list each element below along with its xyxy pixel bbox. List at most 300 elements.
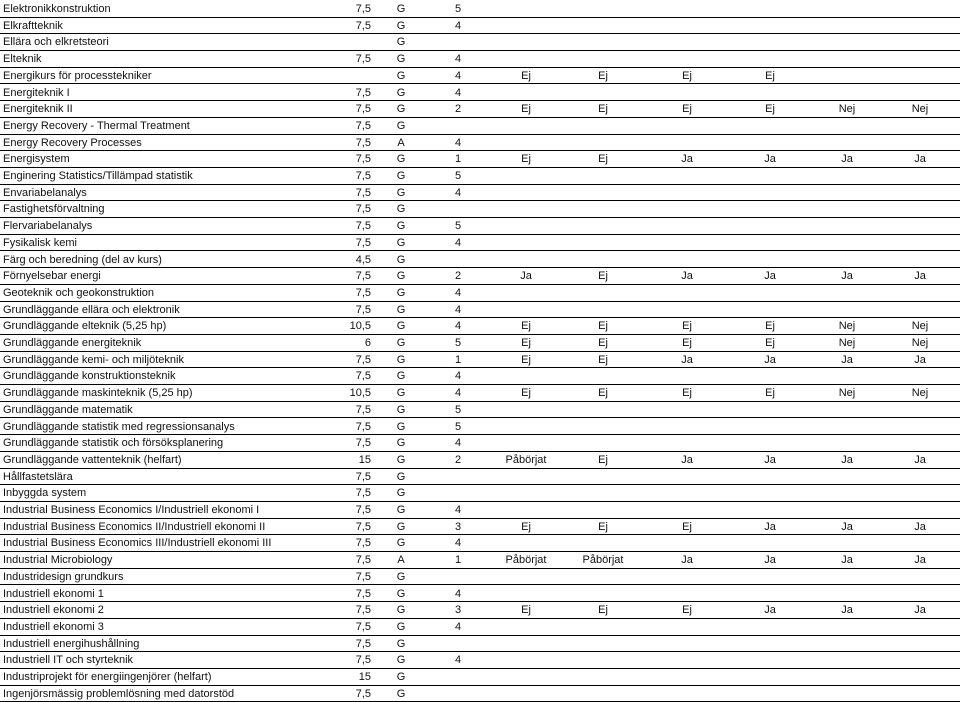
criteria-cell-2 bbox=[573, 535, 633, 551]
criteria-cell-4 bbox=[740, 636, 800, 652]
level-cell: 4 bbox=[454, 19, 462, 32]
criteria-cell-3 bbox=[657, 586, 717, 602]
course-name-cell: Energiteknik II bbox=[3, 103, 73, 116]
criteria-cell-3 bbox=[657, 669, 717, 685]
criteria-cell-4: Ja bbox=[764, 453, 776, 466]
grade-scale-cell: G bbox=[396, 437, 406, 450]
criteria-cell-1 bbox=[496, 185, 556, 201]
grade-scale-cell: G bbox=[396, 186, 406, 199]
criteria-cell-2 bbox=[573, 302, 633, 318]
credits-cell: 7,5 bbox=[355, 403, 371, 416]
criteria-cell-5 bbox=[817, 252, 877, 268]
course-name-cell: Industrial Business Economics II/Industriell ekonomi II bbox=[3, 520, 266, 533]
criteria-cell-5 bbox=[817, 469, 877, 485]
criteria-cell-5 bbox=[817, 185, 877, 201]
criteria-cell-2: Ej bbox=[598, 337, 608, 349]
criteria-cell-6 bbox=[890, 502, 950, 518]
grade-scale-cell: G bbox=[396, 220, 406, 233]
criteria-cell-1: Ej bbox=[521, 153, 531, 166]
level-cell: 2 bbox=[454, 453, 462, 466]
criteria-cell-1 bbox=[496, 218, 556, 234]
credits-cell: 7,5 bbox=[355, 19, 371, 32]
criteria-cell-5: Ja bbox=[841, 453, 853, 466]
credits-cell: 7,5 bbox=[355, 270, 371, 283]
criteria-cell-4 bbox=[740, 619, 800, 635]
level-cell: 4 bbox=[454, 53, 462, 66]
criteria-cell-5 bbox=[817, 569, 877, 585]
criteria-cell-2 bbox=[573, 1, 633, 17]
criteria-cell-2 bbox=[573, 118, 633, 134]
criteria-cell-5 bbox=[817, 1, 877, 17]
criteria-cell-4 bbox=[740, 185, 800, 201]
criteria-cell-1 bbox=[496, 235, 556, 251]
grade-scale-cell: G bbox=[396, 303, 406, 316]
criteria-cell-5: Nej bbox=[838, 320, 856, 333]
course-name-cell: Industriell ekonomi 1 bbox=[3, 587, 104, 600]
criteria-cell-3 bbox=[657, 1, 717, 17]
criteria-cell-1 bbox=[496, 402, 556, 418]
credits-cell: 10,5 bbox=[349, 387, 371, 400]
criteria-cell-2 bbox=[573, 502, 633, 518]
criteria-cell-2 bbox=[573, 252, 633, 268]
criteria-cell-6 bbox=[890, 235, 950, 251]
table-row bbox=[0, 185, 960, 202]
criteria-cell-5: Ja bbox=[841, 270, 853, 283]
criteria-cell-3 bbox=[657, 686, 717, 702]
grade-scale-cell: G bbox=[396, 604, 406, 617]
credits-cell: 7,5 bbox=[355, 136, 371, 149]
grade-scale-cell: G bbox=[396, 403, 406, 416]
criteria-cell-5 bbox=[817, 686, 877, 702]
criteria-cell-5 bbox=[817, 619, 877, 635]
course-name-cell: Förnyelsebar energi bbox=[3, 270, 101, 283]
level-cell bbox=[450, 669, 466, 685]
level-cell: 1 bbox=[454, 353, 462, 366]
criteria-cell-6: Ja bbox=[914, 453, 926, 466]
criteria-cell-3 bbox=[657, 636, 717, 652]
grade-scale-cell: G bbox=[396, 36, 406, 49]
criteria-cell-2 bbox=[573, 686, 633, 702]
criteria-cell-5: Ja bbox=[841, 554, 853, 567]
grade-scale-cell: G bbox=[396, 504, 406, 516]
criteria-cell-4 bbox=[740, 235, 800, 251]
criteria-cell-1 bbox=[496, 619, 556, 635]
criteria-cell-4 bbox=[740, 18, 800, 34]
course-name-cell: Energikurs för processtekniker bbox=[3, 69, 152, 82]
criteria-cell-1: Ja bbox=[520, 270, 532, 283]
criteria-cell-6 bbox=[890, 652, 950, 668]
criteria-cell-3: Ja bbox=[681, 453, 693, 466]
level-cell: 1 bbox=[454, 554, 462, 567]
criteria-cell-5 bbox=[817, 85, 877, 101]
criteria-cell-4: Ej bbox=[765, 320, 775, 333]
course-name-cell: Grundläggande energiteknik bbox=[3, 337, 142, 349]
criteria-cell-6 bbox=[890, 368, 950, 384]
criteria-cell-6 bbox=[890, 402, 950, 418]
criteria-cell-2: Ej bbox=[598, 387, 608, 400]
table-row bbox=[0, 68, 960, 85]
criteria-cell-2: Ej bbox=[598, 103, 608, 116]
criteria-cell-4 bbox=[740, 419, 800, 435]
table-row bbox=[0, 18, 960, 35]
criteria-cell-3: Ej bbox=[682, 320, 692, 333]
level-cell: 4 bbox=[454, 654, 462, 667]
criteria-cell-5: Ja bbox=[841, 353, 853, 366]
criteria-cell-4 bbox=[740, 485, 800, 501]
criteria-cell-3 bbox=[657, 302, 717, 318]
criteria-cell-1 bbox=[496, 252, 556, 268]
criteria-cell-6 bbox=[890, 419, 950, 435]
grade-scale-cell: G bbox=[396, 3, 406, 15]
criteria-cell-2: Ej bbox=[598, 69, 608, 82]
criteria-cell-1: Ej bbox=[521, 520, 531, 533]
criteria-cell-4 bbox=[740, 502, 800, 518]
credits-cell: 7,5 bbox=[355, 420, 371, 433]
level-cell: 1 bbox=[454, 153, 462, 166]
credits-cell: 7,5 bbox=[355, 554, 371, 567]
credits-cell: 7,5 bbox=[355, 487, 371, 500]
grade-scale-cell: G bbox=[396, 620, 406, 633]
credits-cell: 7,5 bbox=[355, 203, 371, 216]
grade-scale-cell: G bbox=[396, 270, 406, 283]
criteria-cell-2 bbox=[573, 185, 633, 201]
criteria-cell-6: Ja bbox=[914, 353, 926, 366]
level-cell: 4 bbox=[454, 370, 462, 383]
criteria-cell-4 bbox=[740, 368, 800, 384]
table-row bbox=[0, 118, 960, 135]
criteria-cell-2: Ej bbox=[598, 320, 608, 333]
level-cell bbox=[450, 201, 466, 217]
criteria-cell-2 bbox=[573, 235, 633, 251]
level-cell: 4 bbox=[454, 437, 462, 450]
criteria-cell-4 bbox=[740, 118, 800, 134]
credits-cell: 15 bbox=[358, 671, 371, 683]
table-row bbox=[0, 101, 960, 118]
level-cell bbox=[450, 34, 466, 50]
criteria-cell-1 bbox=[496, 135, 556, 151]
criteria-cell-5 bbox=[817, 235, 877, 251]
criteria-cell-2: Ej bbox=[598, 353, 608, 366]
criteria-cell-1 bbox=[496, 535, 556, 551]
criteria-cell-5 bbox=[817, 302, 877, 318]
criteria-cell-1 bbox=[496, 368, 556, 384]
criteria-cell-1 bbox=[496, 586, 556, 602]
criteria-cell-2 bbox=[573, 485, 633, 501]
criteria-cell-6 bbox=[890, 619, 950, 635]
criteria-cell-1 bbox=[496, 168, 556, 184]
table-row bbox=[0, 352, 960, 369]
credits-cell: 7,5 bbox=[355, 3, 371, 15]
criteria-cell-2: Påbörjat bbox=[582, 554, 624, 567]
criteria-cell-4: Ej bbox=[765, 103, 775, 116]
course-name-cell: Ellära och elkretsteori bbox=[3, 36, 109, 49]
criteria-cell-1 bbox=[496, 34, 556, 50]
criteria-cell-2 bbox=[573, 51, 633, 67]
criteria-cell-4 bbox=[740, 252, 800, 268]
criteria-cell-6 bbox=[890, 34, 950, 50]
level-cell: 4 bbox=[454, 136, 462, 149]
criteria-cell-3 bbox=[657, 502, 717, 518]
criteria-cell-6: Ja bbox=[914, 270, 926, 283]
criteria-cell-1 bbox=[496, 485, 556, 501]
criteria-cell-4: Ja bbox=[764, 604, 776, 617]
criteria-cell-3: Ej bbox=[682, 604, 692, 617]
level-cell: 5 bbox=[454, 170, 462, 182]
credits-cell: 7,5 bbox=[355, 53, 371, 66]
criteria-cell-5 bbox=[817, 51, 877, 67]
criteria-cell-5 bbox=[817, 652, 877, 668]
credits-cell: 7,5 bbox=[355, 504, 371, 516]
table-row bbox=[0, 268, 960, 285]
criteria-cell-4 bbox=[740, 218, 800, 234]
course-name-cell: Industrial Business Economics III/Industriell ekonomi III bbox=[3, 537, 272, 550]
criteria-cell-3 bbox=[657, 34, 717, 50]
criteria-cell-6: Nej bbox=[911, 337, 929, 349]
credits-cell: 7,5 bbox=[355, 286, 371, 299]
table-row bbox=[0, 385, 960, 402]
criteria-cell-2 bbox=[573, 435, 633, 451]
level-cell: 4 bbox=[454, 320, 462, 333]
course-name-cell: Envariabelanalys bbox=[3, 186, 87, 199]
criteria-cell-2 bbox=[573, 669, 633, 685]
criteria-cell-4: Ja bbox=[764, 270, 776, 283]
criteria-cell-3: Ej bbox=[682, 103, 692, 116]
criteria-cell-6 bbox=[890, 1, 950, 17]
criteria-cell-4: Ja bbox=[764, 554, 776, 567]
credits-cell: 7,5 bbox=[355, 637, 371, 650]
table-row bbox=[0, 402, 960, 419]
grade-scale-cell: G bbox=[396, 420, 406, 433]
course-name-cell: Grundläggande maskinteknik (5,25 hp) bbox=[3, 387, 193, 400]
level-cell: 4 bbox=[454, 186, 462, 199]
criteria-cell-6 bbox=[890, 218, 950, 234]
criteria-cell-2 bbox=[573, 85, 633, 101]
table-row bbox=[0, 285, 960, 302]
criteria-cell-2 bbox=[573, 18, 633, 34]
grade-scale-cell: G bbox=[396, 337, 406, 349]
criteria-cell-6 bbox=[890, 485, 950, 501]
criteria-cell-2 bbox=[573, 469, 633, 485]
criteria-cell-6 bbox=[890, 302, 950, 318]
criteria-cell-2: Ej bbox=[598, 270, 608, 283]
grade-scale-cell: G bbox=[396, 119, 406, 132]
criteria-cell-1 bbox=[496, 85, 556, 101]
criteria-cell-6: Ja bbox=[914, 520, 926, 533]
criteria-cell-2 bbox=[573, 201, 633, 217]
level-cell: 4 bbox=[454, 286, 462, 299]
course-name-cell: Fastighetsförvaltning bbox=[3, 203, 105, 216]
course-name-cell: Fysikalisk kemi bbox=[3, 236, 77, 249]
credits-cell: 7,5 bbox=[355, 604, 371, 617]
criteria-cell-4 bbox=[740, 402, 800, 418]
course-name-cell: Industriell IT och styrteknik bbox=[3, 654, 134, 667]
criteria-cell-5: Nej bbox=[838, 387, 856, 400]
criteria-cell-3 bbox=[657, 85, 717, 101]
table-row bbox=[0, 636, 960, 653]
criteria-cell-5 bbox=[817, 218, 877, 234]
course-name-cell: Energy Recovery - Thermal Treatment bbox=[3, 119, 190, 132]
credits-cell: 10,5 bbox=[349, 320, 371, 333]
table-row bbox=[0, 586, 960, 603]
criteria-cell-6 bbox=[890, 686, 950, 702]
course-name-cell: Flervariabelanalys bbox=[3, 220, 93, 233]
grade-scale-cell: G bbox=[396, 387, 406, 400]
level-cell bbox=[450, 118, 466, 134]
credits-cell: 7,5 bbox=[355, 654, 371, 667]
credits-cell: 7,5 bbox=[355, 520, 371, 533]
table-row bbox=[0, 218, 960, 235]
grade-scale-cell: G bbox=[396, 370, 406, 383]
grade-scale-cell: G bbox=[396, 103, 406, 116]
criteria-cell-4: Ja bbox=[764, 153, 776, 166]
table-row bbox=[0, 335, 960, 352]
criteria-cell-6: Ja bbox=[914, 153, 926, 166]
level-cell: 2 bbox=[454, 103, 462, 116]
criteria-cell-1 bbox=[496, 201, 556, 217]
criteria-cell-6 bbox=[890, 118, 950, 134]
course-name-cell: Färg och beredning (del av kurs) bbox=[3, 253, 162, 266]
criteria-cell-3 bbox=[657, 201, 717, 217]
criteria-cell-6 bbox=[890, 252, 950, 268]
level-cell bbox=[450, 252, 466, 268]
criteria-cell-1 bbox=[496, 569, 556, 585]
table-row bbox=[0, 368, 960, 385]
criteria-cell-2 bbox=[573, 135, 633, 151]
credits-cell: 7,5 bbox=[355, 119, 371, 132]
level-cell: 5 bbox=[454, 337, 462, 349]
criteria-cell-1 bbox=[496, 502, 556, 518]
credits-cell: 4,5 bbox=[355, 253, 371, 266]
criteria-cell-3 bbox=[657, 402, 717, 418]
credits-cell: 7,5 bbox=[355, 370, 371, 383]
criteria-cell-6 bbox=[890, 435, 950, 451]
criteria-cell-3 bbox=[657, 435, 717, 451]
credits-cell: 7,5 bbox=[355, 620, 371, 633]
course-name-cell: Industridesign grundkurs bbox=[3, 570, 124, 583]
criteria-cell-2 bbox=[573, 368, 633, 384]
criteria-cell-6 bbox=[890, 135, 950, 151]
criteria-cell-6 bbox=[890, 469, 950, 485]
criteria-cell-3 bbox=[657, 619, 717, 635]
criteria-cell-3 bbox=[657, 235, 717, 251]
criteria-cell-5: Ja bbox=[841, 153, 853, 166]
criteria-cell-2: Ej bbox=[598, 604, 608, 617]
criteria-cell-3 bbox=[657, 185, 717, 201]
grade-scale-cell: G bbox=[396, 153, 406, 166]
criteria-cell-6: Ja bbox=[914, 554, 926, 567]
table-row bbox=[0, 135, 960, 152]
table-row bbox=[0, 252, 960, 269]
criteria-cell-6: Nej bbox=[911, 387, 929, 400]
criteria-cell-1: Ej bbox=[521, 69, 531, 82]
course-name-cell: Hållfastetslära bbox=[3, 470, 73, 483]
table-row bbox=[0, 419, 960, 436]
course-name-cell: Energisystem bbox=[3, 153, 70, 166]
criteria-cell-3 bbox=[657, 168, 717, 184]
grade-scale-cell: G bbox=[396, 470, 406, 483]
credits-cell: 7,5 bbox=[355, 570, 371, 583]
credits-cell: 7,5 bbox=[355, 687, 371, 700]
criteria-cell-1: Ej bbox=[521, 387, 531, 400]
credits-cell: 7,5 bbox=[355, 303, 371, 316]
criteria-cell-2 bbox=[573, 652, 633, 668]
criteria-cell-3: Ej bbox=[682, 337, 692, 349]
criteria-cell-5 bbox=[817, 669, 877, 685]
criteria-cell-3 bbox=[657, 51, 717, 67]
criteria-cell-6 bbox=[890, 535, 950, 551]
course-name-cell: Industrial Microbiology bbox=[3, 554, 113, 567]
criteria-cell-5 bbox=[817, 201, 877, 217]
credits-cell: 7,5 bbox=[355, 537, 371, 550]
level-cell: 3 bbox=[454, 604, 462, 617]
criteria-cell-4: Ej bbox=[765, 387, 775, 400]
criteria-cell-3: Ja bbox=[681, 270, 693, 283]
criteria-cell-1 bbox=[496, 1, 556, 17]
criteria-cell-1: Påbörjat bbox=[505, 453, 547, 466]
table-row bbox=[0, 519, 960, 536]
table-row bbox=[0, 602, 960, 619]
criteria-cell-5 bbox=[817, 68, 877, 84]
course-name-cell: Energy Recovery Processes bbox=[3, 136, 142, 149]
criteria-cell-6 bbox=[890, 18, 950, 34]
credits-cell: 7,5 bbox=[355, 220, 371, 233]
level-cell: 3 bbox=[454, 520, 462, 533]
criteria-cell-4 bbox=[740, 535, 800, 551]
criteria-cell-1 bbox=[496, 285, 556, 301]
criteria-cell-4 bbox=[740, 1, 800, 17]
criteria-cell-1 bbox=[496, 118, 556, 134]
course-name-cell: Industrial Business Economics I/Industriell ekonomi I bbox=[3, 504, 260, 516]
criteria-cell-3 bbox=[657, 535, 717, 551]
criteria-cell-1: Ej bbox=[521, 337, 531, 349]
criteria-cell-4 bbox=[740, 652, 800, 668]
grade-scale-cell: G bbox=[396, 487, 406, 500]
grade-scale-cell: G bbox=[396, 236, 406, 249]
criteria-cell-1: Påbörjat bbox=[505, 554, 547, 567]
criteria-cell-5 bbox=[817, 168, 877, 184]
criteria-cell-5: Ja bbox=[841, 604, 853, 617]
course-name-cell: Industriell energihushållning bbox=[3, 637, 140, 650]
course-name-cell: Grundläggande ellära och elektronik bbox=[3, 303, 180, 316]
grade-scale-cell: A bbox=[397, 136, 405, 149]
criteria-cell-3 bbox=[657, 469, 717, 485]
grade-scale-cell: G bbox=[396, 170, 406, 182]
criteria-cell-3: Ja bbox=[681, 353, 693, 366]
criteria-cell-1 bbox=[496, 302, 556, 318]
criteria-cell-4: Ja bbox=[764, 520, 776, 533]
criteria-cell-6 bbox=[890, 636, 950, 652]
criteria-cell-1 bbox=[496, 469, 556, 485]
criteria-cell-6 bbox=[890, 569, 950, 585]
criteria-cell-5 bbox=[817, 34, 877, 50]
criteria-cell-5 bbox=[817, 118, 877, 134]
criteria-cell-3 bbox=[657, 485, 717, 501]
table-row bbox=[0, 201, 960, 218]
level-cell bbox=[450, 485, 466, 501]
criteria-cell-2: Ej bbox=[598, 153, 608, 166]
table-row bbox=[0, 34, 960, 51]
criteria-cell-4 bbox=[740, 586, 800, 602]
criteria-cell-4 bbox=[740, 201, 800, 217]
course-name-cell: Ingenjörsmässig problemlösning med datorstöd bbox=[3, 687, 235, 700]
criteria-cell-3 bbox=[657, 18, 717, 34]
criteria-cell-2 bbox=[573, 218, 633, 234]
course-name-cell: Industriell ekonomi 3 bbox=[3, 620, 104, 633]
table-row bbox=[0, 686, 960, 702]
criteria-cell-3: Ej bbox=[682, 69, 692, 82]
criteria-cell-2 bbox=[573, 636, 633, 652]
grade-scale-cell: G bbox=[396, 86, 406, 99]
